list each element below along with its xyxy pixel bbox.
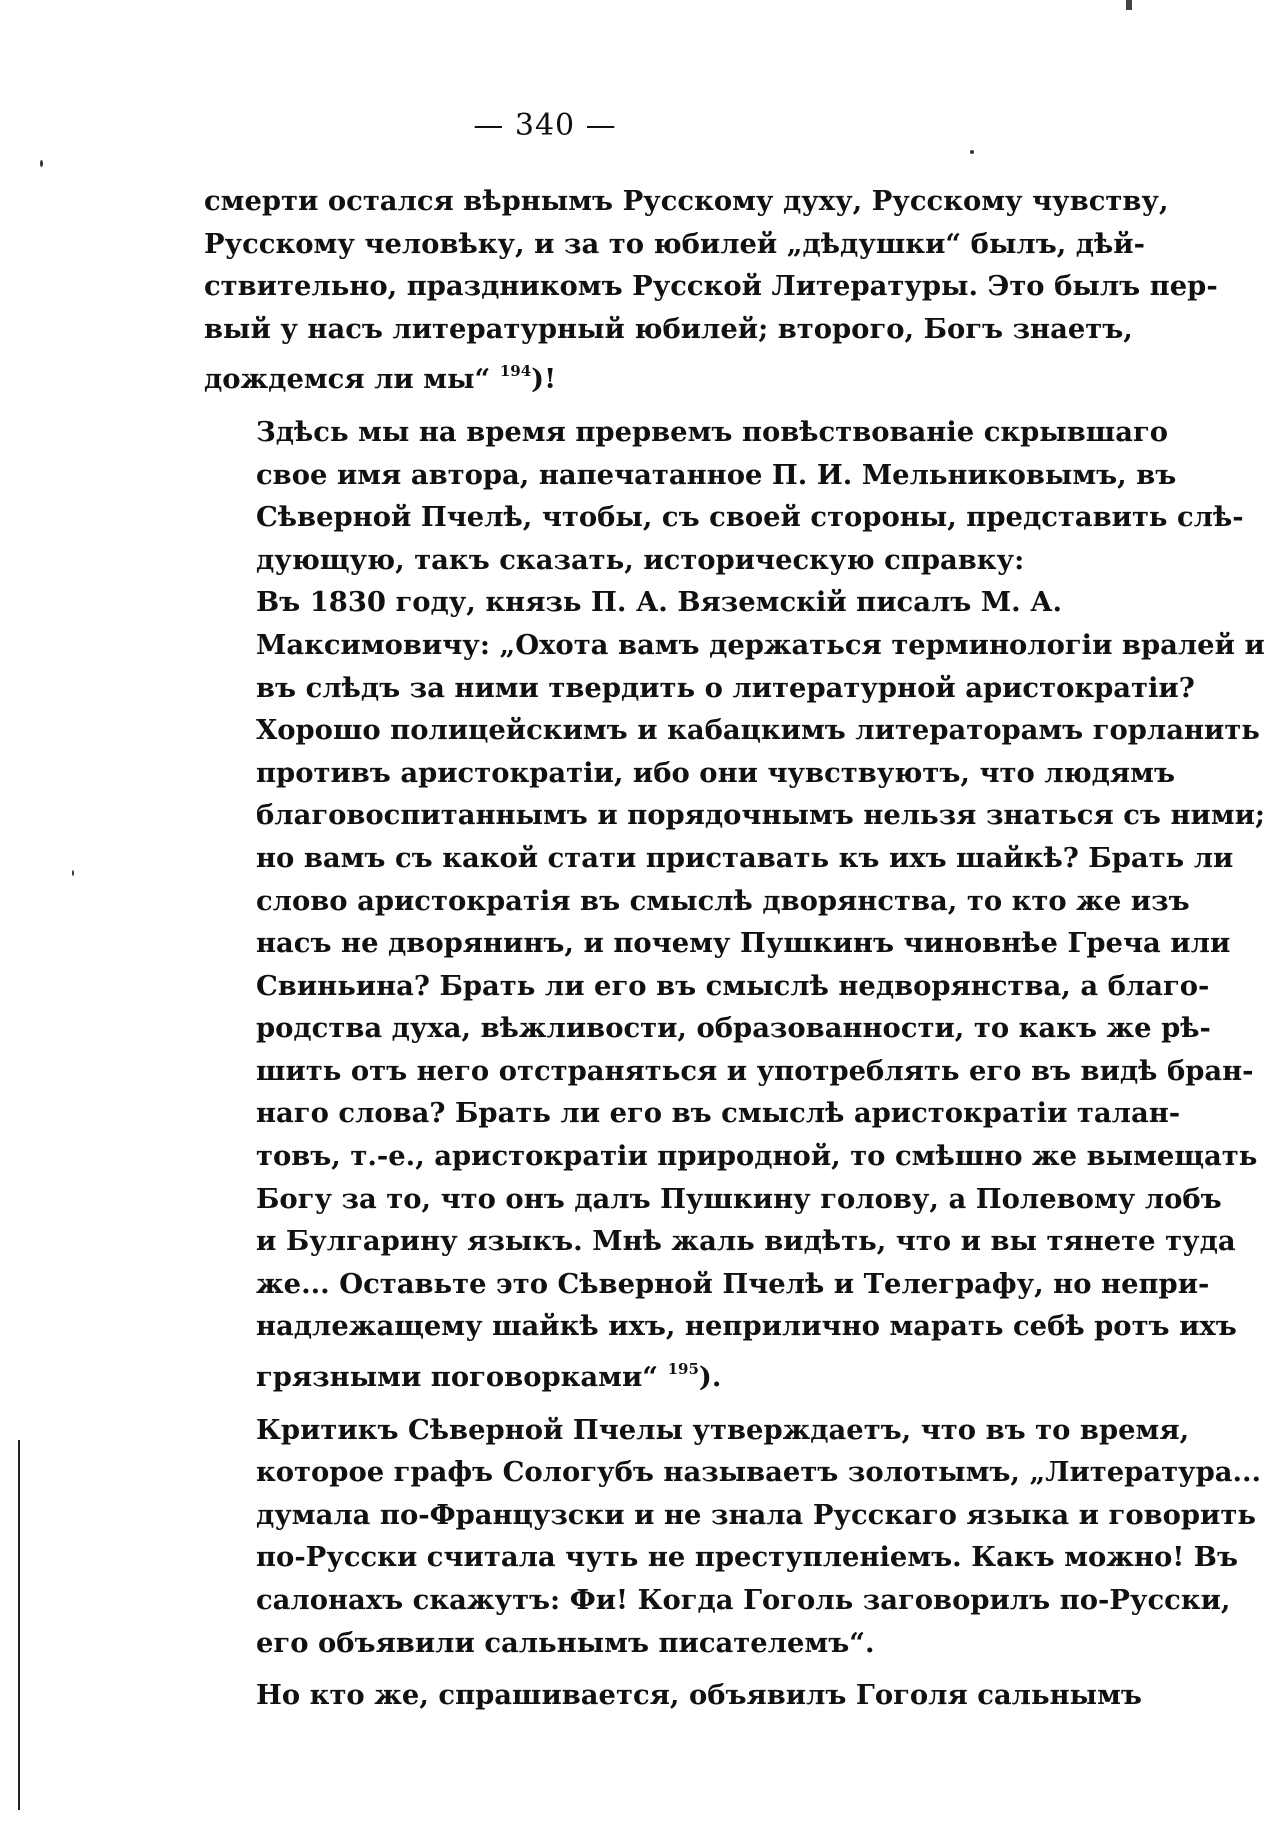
text-line: Сѣверной Пчелѣ, чтобы, съ своей стороны, представить слѣ- [256, 501, 1244, 534]
text-line: же... Оставьте это Сѣверной Пчелѣ и Телеграфу, но непри- [256, 1267, 1210, 1300]
text-line: насъ не дворянинъ, и почему Пушкинъ чиновнѣе Греча или [256, 927, 1231, 960]
text-line: и Булгарину языкъ. Мнѣ жаль видѣть, что и вы тянете туда [256, 1225, 1236, 1258]
text-line: но вамъ съ какой стати приставать къ ихъ шайкѣ? Брать ли [256, 841, 1234, 874]
text-line: дождемся ли мы“ $^{194}$)! [204, 362, 557, 396]
text-line: Здѣсь мы на время прервемъ повѣствованіе скрывшаго [256, 415, 1169, 448]
text-line: Русскому человѣку, и за то юбилей „дѣдушки“ былъ, дѣй- [204, 227, 1145, 260]
text-line: грязными поговорками“ $^{195}$). [256, 1360, 722, 1394]
text-line: шить отъ него отстраняться и употреблять его въ видѣ бран- [256, 1054, 1254, 1087]
text-line: свое имя автора, напечатанное П. И. Мельниковымъ, въ [256, 458, 1177, 491]
ink-speck [72, 870, 74, 876]
paragraph [204, 581, 1265, 1398]
text-line: смерти остался вѣрнымъ Русскому духу, Русскому чувству, [204, 185, 1169, 217]
paragraph [204, 1674, 1142, 1717]
text-line: вый у насъ литературный юбилей; второго, Богъ знаетъ, [204, 312, 1133, 345]
footnote-tail: ). [698, 1361, 722, 1394]
text-line: товъ, т.-е., аристократіи природной, то смѣшно же вымещать [256, 1140, 1258, 1173]
text-line: ствительно, праздникомъ Русской Литературы. Это былъ пер- [204, 270, 1218, 303]
text-line: Но кто же, спрашивается, объявилъ Гоголя сальнымъ [256, 1679, 1142, 1712]
text-line: салонахъ скажутъ: Фи! Когда Гоголь заговорилъ по-Русски, [256, 1584, 1231, 1616]
page-number: — 340 — [473, 108, 617, 143]
text-line: Свиньина? Брать ли его въ смыслѣ недворянства, а благо- [256, 969, 1210, 1002]
ink-speck [970, 150, 974, 154]
edge-speck [1126, 0, 1132, 10]
binding-edge-line [18, 1440, 20, 1810]
paragraph [204, 180, 1218, 401]
text-line: благовоспитаннымъ и порядочнымъ нельзя знаться съ ними; [256, 799, 1265, 832]
text-line: Максимовичу: „Охота вамъ держаться терминологіи вралей и [256, 628, 1265, 661]
text-line: родства духа, вѣжливости, образованности, то какъ же рѣ- [256, 1012, 1211, 1045]
text-line: Богу за то, что онъ далъ Пушкину голову, а Полевому лобъ [256, 1182, 1222, 1215]
body-text [204, 180, 1265, 1717]
text-line: его объявили сальнымъ писателемъ“. [256, 1626, 875, 1659]
text-line: надлежащему шайкѣ ихъ, неприлично марать себѣ ротъ ихъ [256, 1310, 1237, 1343]
text-line: дующую, такъ сказать, историческую справку: [256, 543, 1025, 576]
ink-speck [40, 160, 43, 167]
text-line: Въ 1830 году, князь П. А. Вяземскій писалъ М. А. [256, 586, 1063, 619]
text-line: противъ аристократіи, ибо они чувствуютъ, что людямъ [256, 756, 1175, 789]
footnote-marker: 195 [667, 1360, 699, 1379]
text-line: слово аристократія въ смыслѣ дворянства, то кто же изъ [256, 884, 1190, 917]
text-line: думала по-Французски и не знала Русскаго языка и говорить [256, 1498, 1256, 1531]
paragraph [204, 411, 1244, 581]
text-line: наго слова? Брать ли его въ смыслѣ аристократіи талан- [256, 1097, 1181, 1130]
footnote-marker: 194 [499, 362, 532, 381]
text-line: въ слѣдъ за ними твердить о литературной аристократіи? [256, 671, 1195, 704]
text-line: по-Русски считала чуть не преступленіемъ. Какъ можно! Въ [256, 1541, 1238, 1574]
text-line: Хорошо полицейскимъ и кабацкимъ литераторамъ горланить [256, 714, 1260, 747]
text-line: которое графъ Сологубъ называетъ золотымъ, „Литература... [256, 1456, 1262, 1489]
paragraph [204, 1409, 1262, 1665]
text-line: Критикъ Сѣверной Пчелы утверждаетъ, что въ то время, [256, 1413, 1190, 1446]
footnote-tail: )! [531, 363, 557, 396]
